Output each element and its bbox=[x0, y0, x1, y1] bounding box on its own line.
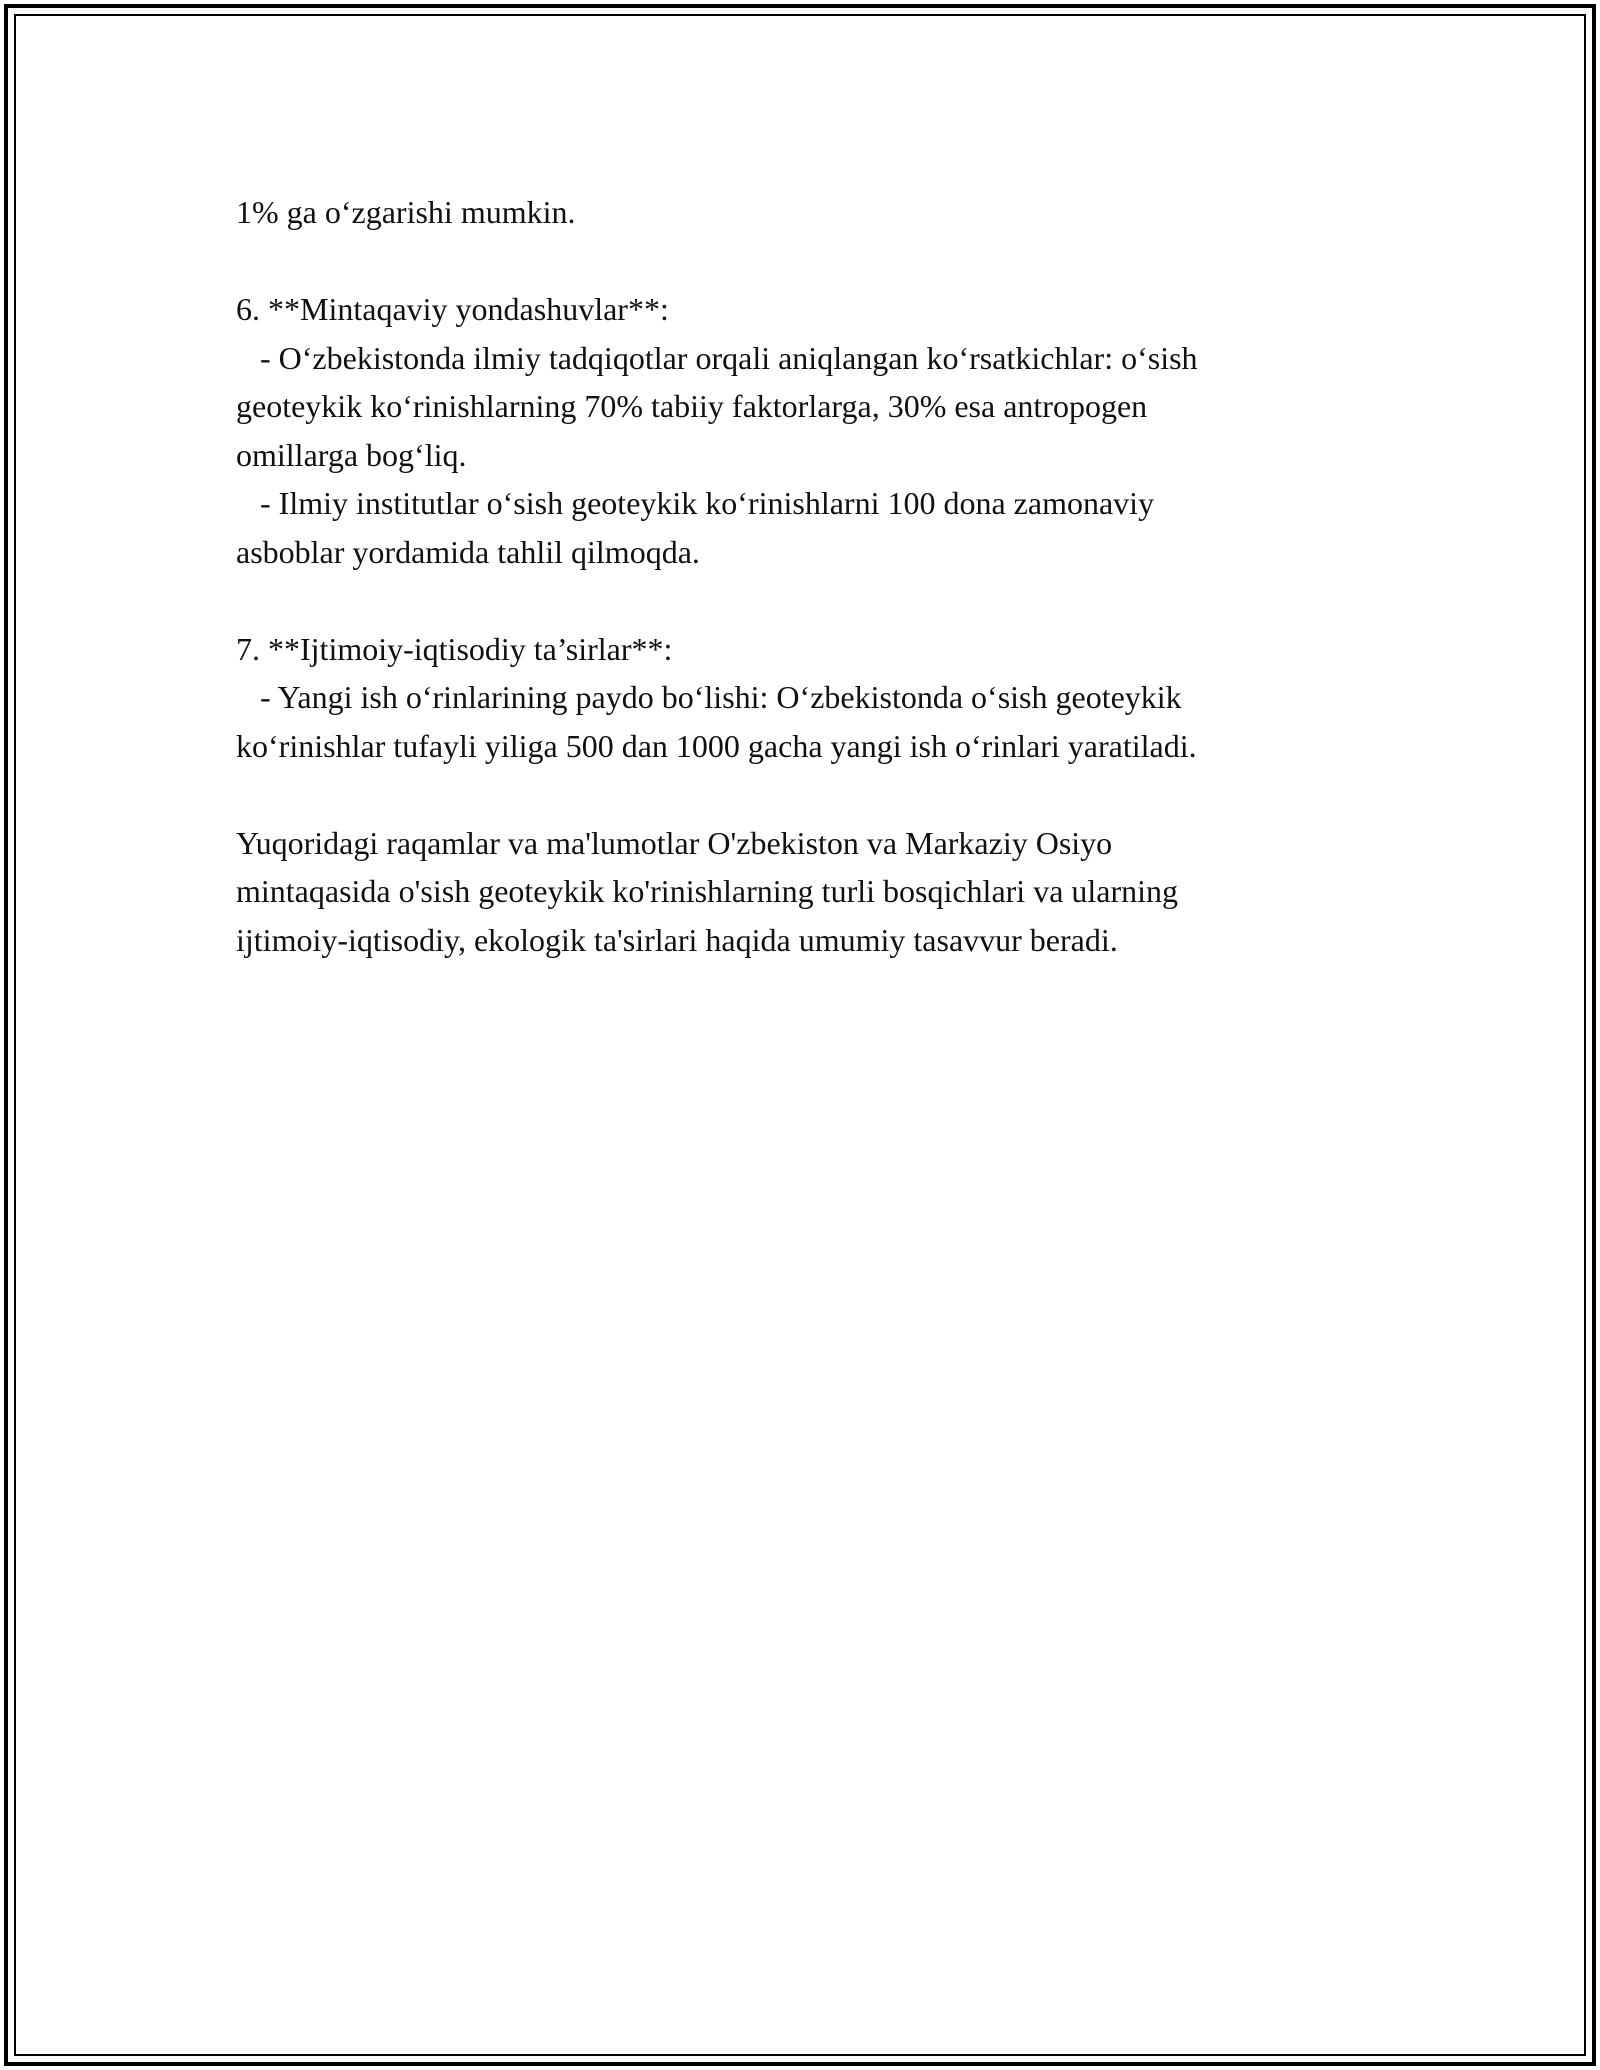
paragraph-gap bbox=[236, 576, 1356, 625]
section-6 bbox=[236, 285, 1356, 576]
continuation-line: 1% ga o‘zgarishi mumkin. bbox=[236, 194, 576, 230]
document-body bbox=[236, 188, 1356, 964]
section-6-bullet-2 bbox=[236, 479, 1356, 576]
section-7-bullet-1 bbox=[236, 673, 1356, 770]
section-6-heading: 6. **Mintaqaviy yondashuvlar**: bbox=[236, 291, 669, 327]
text-line: - Yangi ish o‘rinlarining paydo bo‘lishi: O‘zbekistonda o‘sish geoteykik bbox=[236, 679, 1182, 715]
text-line: mintaqasida o'sish geoteykik ko'rinishlarning turli bosqichlari va ularning bbox=[236, 873, 1179, 909]
text-line: geoteykik ko‘rinishlarning 70% tabiiy faktorlarga, 30% esa antropogen bbox=[236, 388, 1148, 424]
section-7 bbox=[236, 625, 1356, 771]
text-line: omillarga bog‘liq. bbox=[236, 436, 467, 473]
text-line: Yuqoridagi raqamlar va ma'lumotlar O'zbekiston va Markaziy Osiyo bbox=[236, 824, 1113, 861]
section-7-heading: 7. **Ijtimoiy-iqtisodiy ta’sirlar**: bbox=[236, 630, 673, 667]
summary-paragraph bbox=[236, 819, 1356, 965]
paragraph-gap bbox=[236, 770, 1356, 819]
text-line: asboblar yordamida tahlil qilmoqda. bbox=[236, 533, 700, 570]
text-line: - O‘zbekistonda ilmiy tadqiqotlar orqali aniqlangan ko‘rsatkichlar: o‘sish bbox=[236, 339, 1198, 376]
text-line: ko‘rinishlar tufayli yiliga 500 dan 1000 gacha yangi ish o‘rinlari yaratiladi. bbox=[236, 727, 1197, 764]
section-6-bullet-1 bbox=[236, 334, 1356, 480]
text-line: - Ilmiy institutlar o‘sish geoteykik ko‘rinishlarni 100 dona zamonaviy bbox=[236, 485, 1155, 521]
text-line: ijtimoiy-iqtisodiy, ekologik ta'sirlari haqida umumiy tasavvur beradi. bbox=[236, 921, 1118, 958]
paragraph-gap bbox=[236, 237, 1356, 286]
